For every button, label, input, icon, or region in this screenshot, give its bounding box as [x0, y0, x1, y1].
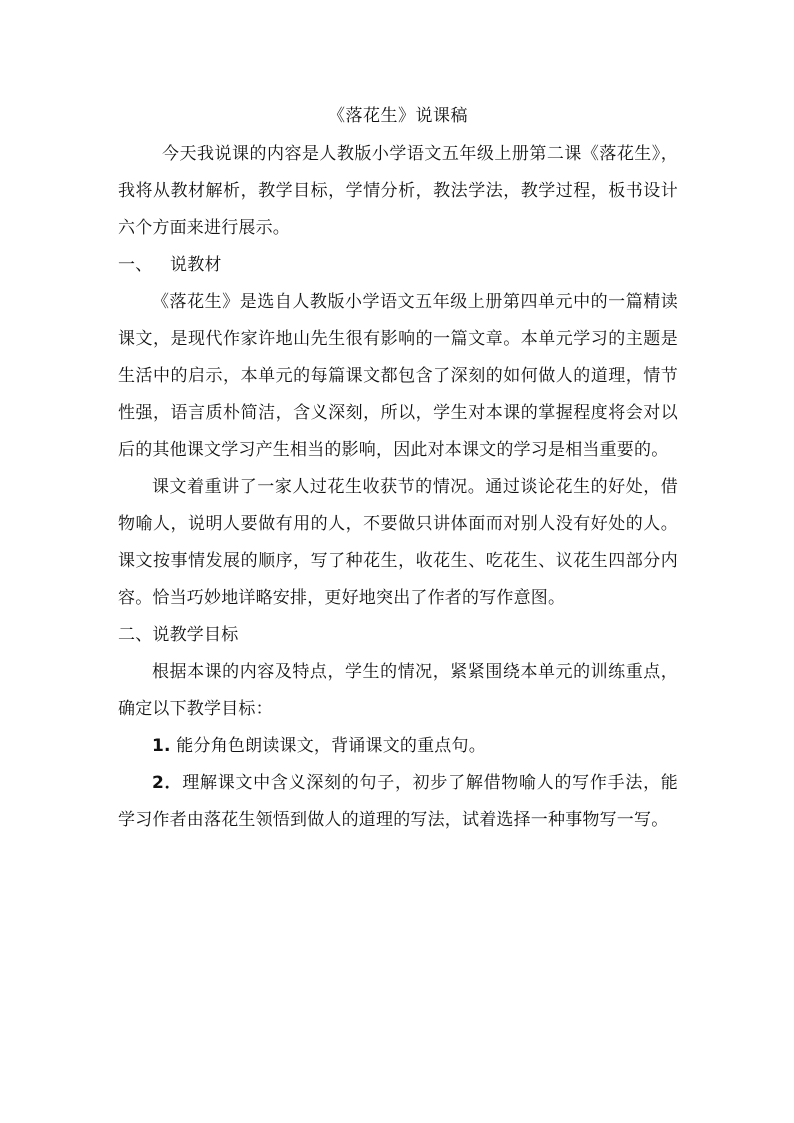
intro-paragraph: 今天我说课的内容是人教版小学语文五年级上册第二课《落花生》，我将从教材解析，教学目标，学情分析，教法学法，教学过程，板书设计六个方面来进行展示。 — [118, 144, 678, 238]
body-paragraph: 课文着重讲了一家人过花生收获节的情况。通过谈论花生的好处，借物喻人，说明人要做有用的人，不要做只讲体面而对别人没有好处的人。课文按事情发展的顺序，写了种花生，收花生、吃花生、议花生四部分内容。恰当巧妙地详略安排，更好地突出了作者的写作意图。 — [118, 477, 678, 608]
list-item-text: 理解课文中含义深刻的句子，初步了解借物喻人的写作手法，能学习作者由落花生领悟到做人的道理的写法，试着选择一种事物写一写。 — [118, 773, 678, 830]
body-paragraph: 《落花生》是选自人教版小学语文五年级上册第四单元中的一篇精读课文，是现代作家许地山先生很有影响的一篇文章。本单元学习的主题是生活中的启示，本单元的每篇课文都包含了深刻的如何做人的道理，情节性强，语言质朴简洁，含义深刻，所以，学生对本课的掌握程度将会对以后的其他课文学习产生相当的影响，因此对本课文的学习是相当重要的。 — [118, 292, 678, 460]
list-item — [118, 728, 678, 765]
section-title: 说教材 — [170, 255, 222, 275]
section-heading-1 — [118, 247, 678, 284]
list-item-number: 2． — [152, 773, 183, 793]
document-body — [118, 102, 678, 839]
document-title: 《落花生》说课稿 — [328, 106, 468, 126]
list-item-number: 1. — [152, 736, 171, 756]
list-item-text: 能分角色朗读课文，背诵课文的重点句。 — [176, 736, 486, 756]
section-heading-2: 二、说教学目标 — [118, 625, 239, 645]
list-item — [118, 765, 678, 839]
section-number: 一、 — [118, 255, 153, 275]
body-paragraph: 根据本课的内容及特点，学生的情况，紧紧围绕本单元的训练重点，确定以下教学目标： — [118, 662, 678, 719]
